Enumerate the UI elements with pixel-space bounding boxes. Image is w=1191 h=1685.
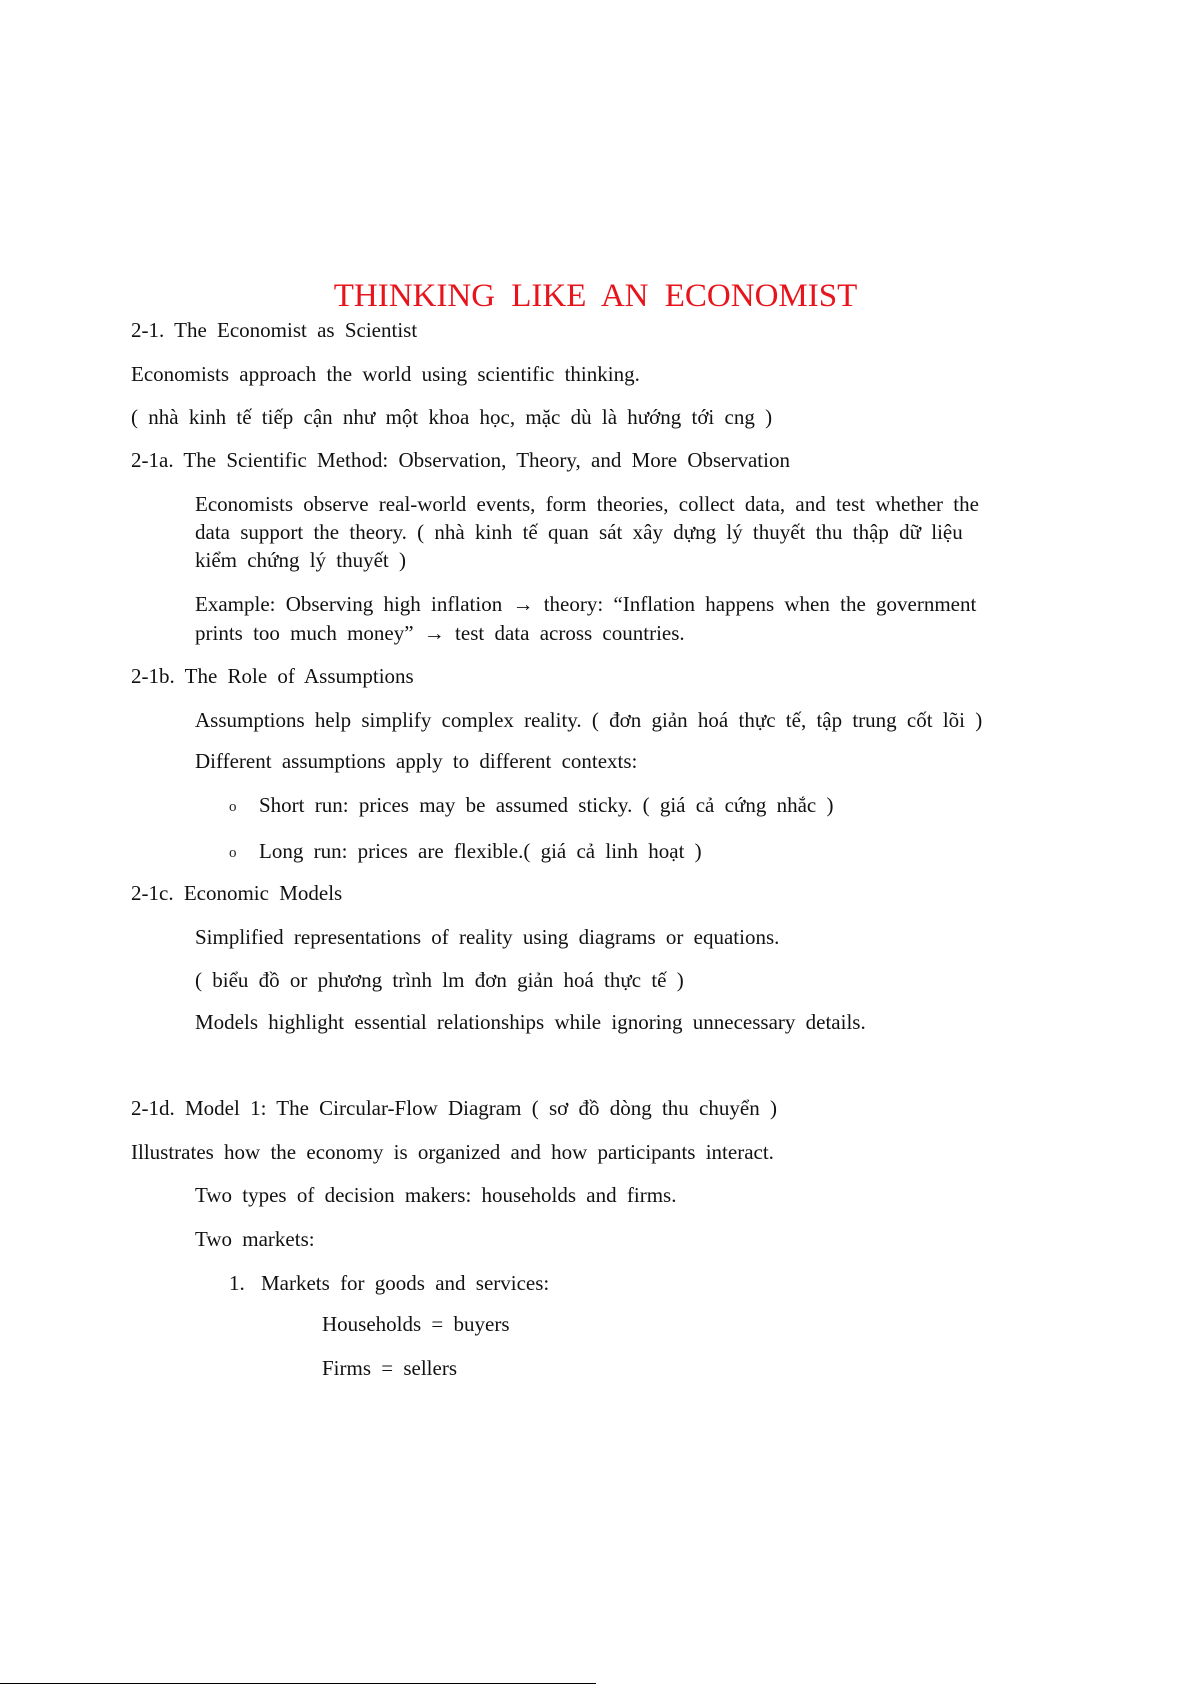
sub-bullet-text: Long run: prices are flexible.( giá cả linh hoạt )	[259, 839, 702, 863]
bullet-text: Models highlight essential relationships while ignoring unnecessary details.	[195, 1010, 866, 1034]
sub-bullet-icon: o	[229, 845, 237, 861]
bullet-text-vn: ( biểu đồ or phương trình lm đơn giản hoá thực tế )	[195, 968, 684, 992]
numbered-marker: 1.	[229, 1271, 245, 1295]
nested-bullet-text: Firms = sellers	[322, 1356, 458, 1380]
nested-bullet-text: Households = buyers	[322, 1312, 510, 1336]
section-heading-2-1d: 2-1d. Model 1: The Circular-Flow Diagram ( sơ đồ dòng thu chuyển )	[131, 1096, 777, 1120]
bullet-text: prints too much money” → test data across countries.	[195, 621, 685, 645]
bullet-text: Example: Observing high inflation → theory: “Inflation happens when the government	[195, 592, 977, 616]
bullet-text: Assumptions help simplify complex reality. ( đơn giản hoá thực tế, tập trung cốt lõi )	[195, 708, 983, 732]
bullet-text: Economists observe real-world events, form theories, collect data, and test whether the	[195, 492, 979, 516]
sub-bullet-text: Short run: prices may be assumed sticky. ( giá cả cứng nhắc )	[259, 793, 834, 817]
circular-flow-intro: Illustrates how the economy is organized and how participants interact.	[131, 1140, 774, 1164]
bullet-text: data support the theory. ( nhà kinh tế quan sát xây dựng lý thuyết thu thập dữ liệu	[195, 520, 963, 544]
bullet-text: Different assumptions apply to different contexts:	[195, 749, 638, 773]
bullet-text: Simplified representations of reality using diagrams or equations.	[195, 925, 780, 949]
bullet-text: Two types of decision makers: households and firms.	[195, 1183, 677, 1207]
section-heading-2-1a: 2-1a. The Scientific Method: Observation, Theory, and More Observation	[131, 448, 790, 472]
intro-paragraph: Economists approach the world using scientific thinking.	[131, 362, 640, 386]
footnote-divider	[0, 1683, 596, 1684]
bullet-text: kiểm chứng lý thuyết )	[195, 548, 407, 572]
bullet-text: Two markets:	[195, 1227, 315, 1251]
intro-paragraph-vn: ( nhà kinh tế tiếp cận như một khoa học, mặc dù là hướng tới cng )	[131, 405, 773, 429]
section-heading-2-1: 2-1. The Economist as Scientist	[131, 318, 418, 342]
section-heading-2-1b: 2-1b. The Role of Assumptions	[131, 664, 414, 688]
sub-bullet-icon: o	[229, 799, 237, 815]
section-heading-2-1c: 2-1c. Economic Models	[131, 881, 343, 905]
page-title: THINKING LIKE AN ECONOMIST	[333, 278, 858, 314]
numbered-item-text: Markets for goods and services:	[261, 1271, 550, 1295]
